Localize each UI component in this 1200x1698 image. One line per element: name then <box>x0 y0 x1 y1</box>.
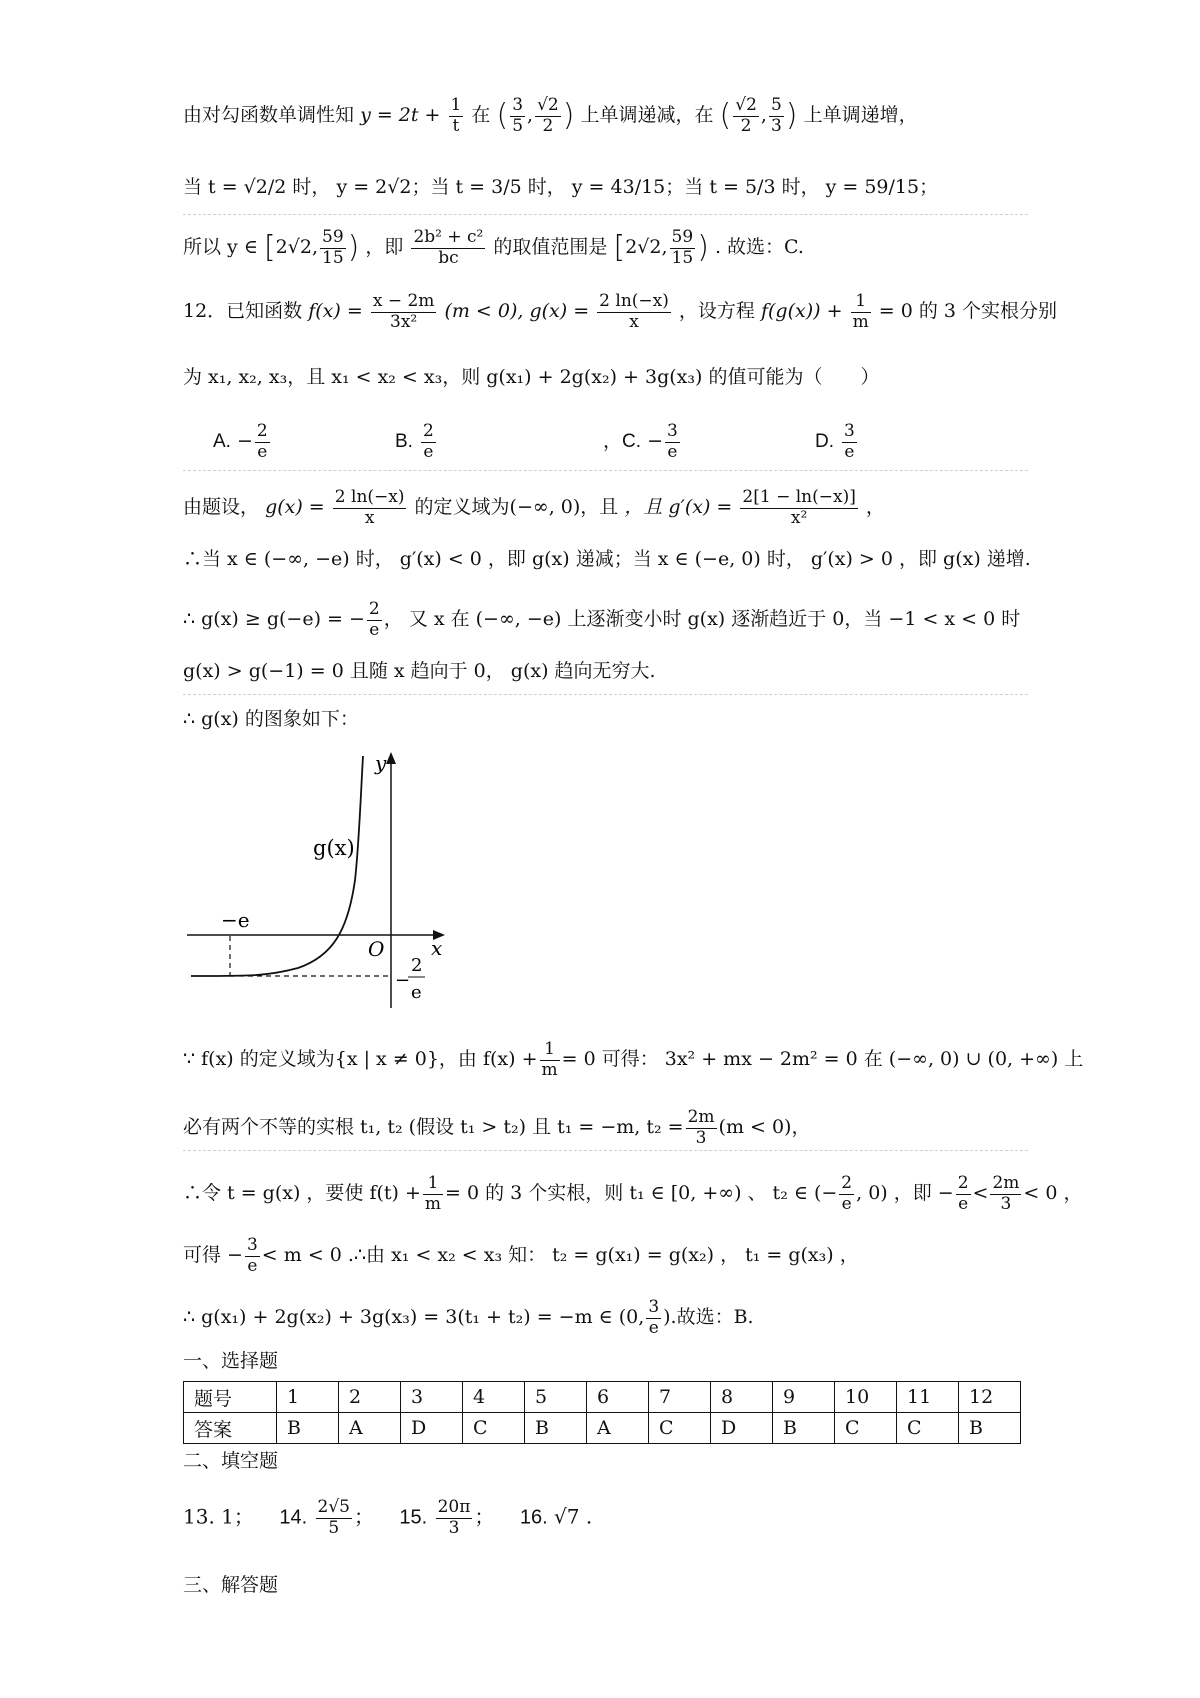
table-cell: 11 <box>897 1382 959 1413</box>
fraction: $\frac{√2}{2}$ <box>735 95 757 136</box>
fraction: $\frac{√2}{2}$ <box>537 95 559 136</box>
table-cell: 4 <box>463 1382 525 1413</box>
table-cell: C <box>463 1413 525 1444</box>
table-cell: A <box>587 1413 649 1444</box>
solution-12-line-3: ∴ g(x) ≥ g(−e) = − $\frac{2}{e}$ ， 又 x 在 (−∞, −e) 上逐渐变小时 g(x) 逐渐趋近于 0，当 −1 < x < 0 时 <box>183 599 1021 640</box>
solution-12-line-6: ∵ f(x) 的定义域为{x | x ≠ 0}，由 f(x) + $\frac{1}{m}$ = 0 可得： 3x² + mx − 2m² = 0 在 (−∞, 0) ∪ (0, +∞) 上 <box>183 1039 1084 1080</box>
table-cell: 3 <box>401 1382 463 1413</box>
question-12-line-1: 12．已知函数 f(x) = $\frac{x - 2m}{\text{3x²}}$ (m < 0), g(x) = $\frac{2 \ln(-x)}{x}$ ，设方程 f(g(x)) + $\frac{1}{m}$ = 0 的 3 个实根分别 <box>183 291 1058 332</box>
fraction: $\frac{1}{t}$ <box>450 95 462 136</box>
table-cell: B <box>277 1413 339 1444</box>
text: 的取值范围是 <box>493 236 608 259</box>
option-d: D. $\frac{3}{e}$ <box>815 421 855 462</box>
min-label-den: e <box>411 982 422 1003</box>
table-cell: B <box>959 1413 1021 1444</box>
table-cell: D <box>711 1413 773 1444</box>
fraction: $\frac{1}{m}$ <box>852 291 869 332</box>
option-a: A. − $\frac{2}{e}$ <box>213 421 268 462</box>
section-answer: 三、解答题 <box>183 1574 279 1596</box>
table-cell: B <box>525 1413 587 1444</box>
solution-12-line-10: ∴ g(x₁) + 2g(x₂) + 3g(x₃) = 3(t₁ + t₂) = −m ∈ (0, $\frac{3}{e}$ ).故选：B. <box>183 1297 754 1338</box>
text: ，即 <box>365 236 404 259</box>
table-cell: C <box>649 1413 711 1444</box>
fraction: $\frac{59}{15}$ <box>671 227 694 268</box>
neg-e-label: −e <box>221 908 250 932</box>
math: = 0 <box>878 300 913 323</box>
math: f(g(x)) + <box>760 300 843 323</box>
text: 由对勾函数单调性知 <box>183 104 355 127</box>
fraction: $\frac{x - 2m}{\text{3x²}}$ <box>372 291 435 332</box>
fraction: $\frac{5}{3}$ <box>770 95 782 136</box>
solution-12-line-1: 由题设， g(x) = $\frac{2 \ln(-x)}{x}$ 的定义域为(−∞, 0)，且 ，且 g′(x) = $\frac{2[1 - \ln(-x)]}{\text{x²}}$ ， <box>183 487 885 528</box>
divider <box>183 694 1028 695</box>
table-cell: C <box>897 1413 959 1444</box>
divider <box>183 1150 1028 1151</box>
option-b: B. $\frac{2}{e}$ <box>395 421 434 462</box>
fraction: $\frac{2 \ln(-x)}{x}$ <box>599 291 669 332</box>
table-cell: B <box>773 1413 835 1444</box>
table-cell: 8 <box>711 1382 773 1413</box>
min-label-num: 2 <box>411 955 423 976</box>
solution-12-line-7: 必有两个不等的实根 t₁, t₂ (假设 t₁ > t₂) 且 t₁ = −m, t₂ = $\frac{2m}{3}$ (m < 0)， <box>183 1107 811 1148</box>
table-cell: 2 <box>339 1382 401 1413</box>
origin-label: O <box>368 937 385 961</box>
table-cell: C <box>835 1413 897 1444</box>
option-c: ，C. − $\frac{3}{e}$ <box>603 421 678 462</box>
text: 上单调递增， <box>803 104 918 127</box>
solution-12-line-9: 可得 − $\frac{3}{e}$ < m < 0 .∴由 x₁ < x₂ < x₃ 知： t₂ = g(x₁) = g(x₂) ， t₁ = g(x₃) ， <box>183 1235 859 1276</box>
section-choice: 一、选择题 <box>183 1350 279 1372</box>
y-label: y <box>375 751 387 775</box>
solution-line-3: 所以 y ∈ [2√2, $\frac{59}{15}$ ) ，即 $\frac{\text{2b² + c²}}{bc}$ 的取值范围是 [2√2, $\frac{59}{15}$ ) . 故选：C. <box>183 227 804 268</box>
table-cell: D <box>401 1413 463 1444</box>
curve-label: g(x) <box>313 836 355 860</box>
solution-12-line-8: ∴令 t = g(x) ，要使 f(t) + $\frac{1}{m}$ = 0 的 3 个实根，则 t₁ ∈ [0, +∞) 、 t₂ ∈ (− $\frac{2}{e}$ , 0) ，即 − $\frac{2}{e}$ < $\frac{2m}{3}$ < 0 ， <box>183 1173 1083 1214</box>
table-row-numbers <box>184 1382 1021 1413</box>
divider <box>183 214 1028 215</box>
text: ，设方程 <box>678 300 755 323</box>
table-row-answers <box>184 1413 1021 1444</box>
table-cell: 7 <box>649 1382 711 1413</box>
graph-g-x <box>183 750 453 1010</box>
fraction: $\frac{3}{5}$ <box>512 95 524 136</box>
math: 2√2 <box>275 236 312 259</box>
math: (m < 0), g(x) = <box>444 300 590 323</box>
table-cell: 10 <box>835 1382 897 1413</box>
fraction: $\frac{59}{15}$ <box>322 227 344 268</box>
table-cell: A <box>339 1413 401 1444</box>
table-cell: 12 <box>959 1382 1021 1413</box>
solution-line-1: 由对勾函数单调性知 y = 2t + $\frac{1}{t}$ 在 ( $\frac{3}{5}$ , $\frac{√2}{2}$ ) 上单调递减，在 ( $\frac{√2}{2}$ , $\frac{5}{3}$ ) 上单调递增， <box>183 95 918 136</box>
table-cell: 9 <box>773 1382 835 1413</box>
solution-12-line-2: ∴当 x ∈ (−∞, −e) 时， g′(x) < 0 ，即 g(x) 递减；当 x ∈ (−e, 0) 时， g′(x) > 0 ，即 g(x) 递增. <box>183 548 1031 570</box>
section-fill: 二、填空题 <box>183 1450 279 1472</box>
text: 所以 y ∈ <box>183 236 258 259</box>
divider <box>183 470 1028 471</box>
solution-12-line-5: ∴ g(x) 的图象如下： <box>183 708 359 730</box>
question-12-line-2: 为 x₁, x₂, x₃，且 x₁ < x₂ < x₃，则 g(x₁) + 2g(x₂) + 3g(x₃) 的值可能为（ ） <box>183 366 880 388</box>
fraction: $\frac{\text{2b² + c²}}{bc}$ <box>413 227 484 268</box>
table-cell: 6 <box>587 1382 649 1413</box>
x-label: x <box>431 936 443 960</box>
math: 2√2 <box>625 236 662 259</box>
text: 上单调递减，在 <box>580 104 714 127</box>
table-header-cell: 题号 <box>184 1382 277 1413</box>
text: . 故选：C. <box>714 236 804 259</box>
text: 12．已知函数 <box>183 300 303 323</box>
fill-answers: 13. 1； 14. $\frac{2√5}{5}$ ； 15. $\frac{20\pi}{3}$ ； 16. √7 . <box>183 1497 593 1538</box>
solution-12-line-4: g(x) > g(−1) = 0 且随 x 趋向于 0， g(x) 趋向无穷大. <box>183 660 656 682</box>
solution-line-2: 当 t = √2/2 时， y = 2√2；当 t = 3/5 时， y = 43/15；当 t = 5/3 时， y = 59/15； <box>183 176 939 198</box>
answer-table <box>183 1381 1021 1444</box>
table-header-cell: 答案 <box>184 1413 277 1444</box>
g-x-curve <box>191 756 363 976</box>
table-cell: 1 <box>277 1382 339 1413</box>
math: y = 2t + <box>360 104 441 127</box>
text: 在 <box>471 104 491 127</box>
y-axis-arrow <box>386 752 396 764</box>
table-cell: 5 <box>525 1382 587 1413</box>
text: 的 3 个实根分别 <box>918 300 1058 323</box>
min-label-sign: − <box>395 970 411 991</box>
